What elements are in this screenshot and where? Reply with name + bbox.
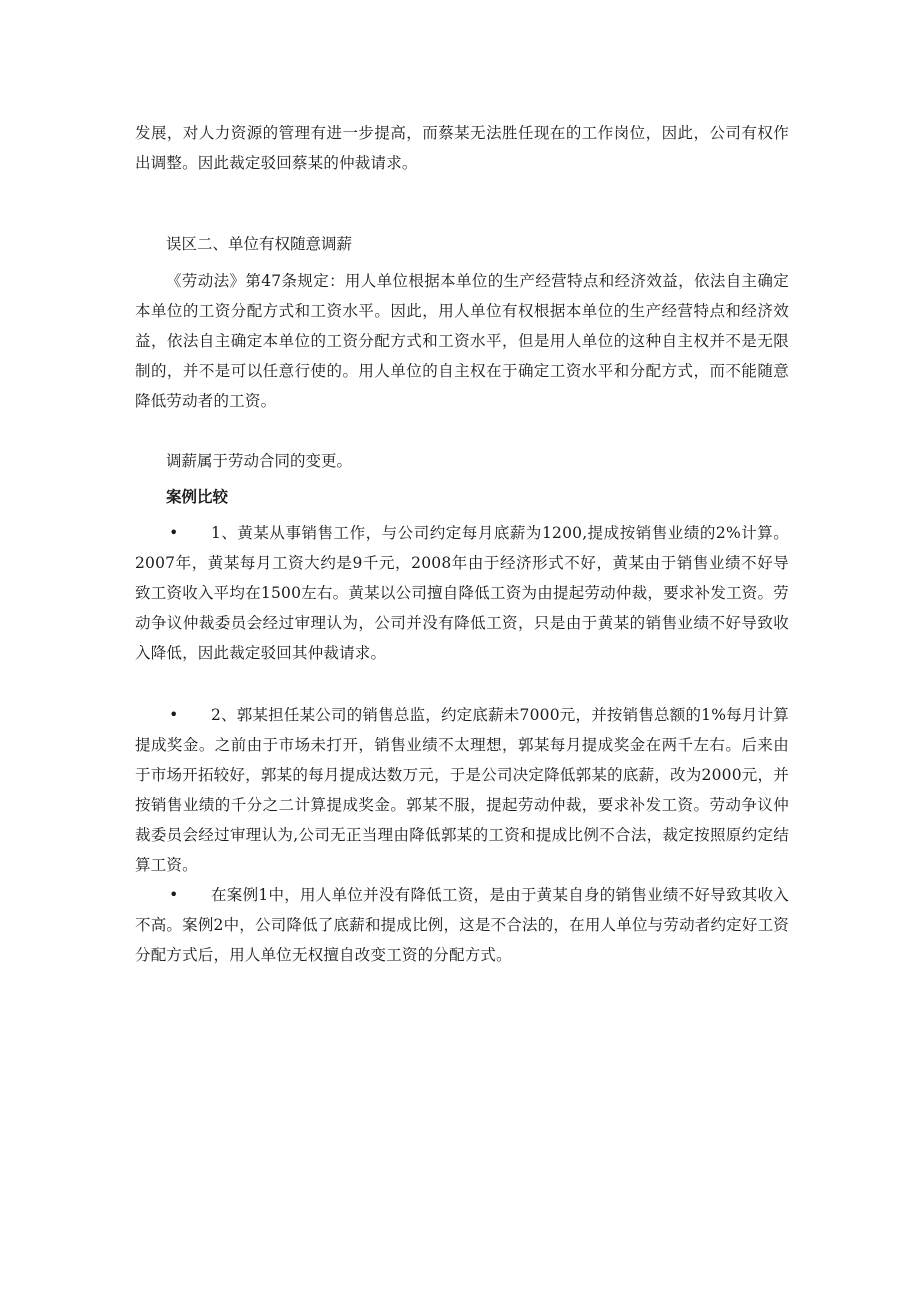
bullet-icon: • (169, 524, 179, 542)
comparison-text: 在案例1中，用人单位并没有降低工资，是由于黄某自身的销售业绩不好导致其收入不高。案例2中，公司降低了底薪和提成比例，这是不合法的，在用人单位与劳动者约定好工资分配方式后，用人单位无权擅自改变工资的分配方式。 (135, 886, 789, 964)
case-heading: 案例比较 (166, 488, 229, 506)
law-paragraph: 《劳动法》第47条规定：用人单位根据本单位的生产经营特点和经济效益，依法自主确定本单位的工资分配方式和工资水平。因此，用人单位有权根据本单位的生产经营特点和经济效益，依法自主确定本单位的工资分配方式和工资水平，但是用人单位的这种自主权并不是无限制的，并不是可以任意行使的。用人单位的自主权在于确定工资水平和分配方式，而不能随意降低劳动者的工资。 (135, 272, 789, 410)
comparison-paragraph (135, 880, 789, 970)
case-1-text: 1、黄某从事销售工作，与公司约定每月底薪为1200,提成按销售业绩的2%计算。2007年，黄某每月工资大约是9千元，2008年由于经济形式不好，黄某由于销售业绩不好导致工资收入平均在1500左右。黄某以公司擅自降低工资为由提起劳动仲裁，要求补发工资。劳动争议仲裁委员会经过审理认为，公司并没有降低工资，只是由于黄某的销售业绩不好导致收入降低，因此裁定驳回其仲裁请求。 (135, 524, 789, 662)
case-2-paragraph (135, 700, 789, 880)
case-2-text: 2、郭某担任某公司的销售总监，约定底薪未7000元，并按销售总额的1%每月计算提成奖金。之前由于市场未打开，销售业绩不太理想，郭某每月提成奖金在两千左右。后来由于市场开拓较好，郭某的每月提成达数万元，于是公司决定降低郭某的底薪，改为2000元，并按销售业绩的千分之二计算提成奖金。郭某不服，提起劳动仲裁，要求补发工资。劳动争议仲裁委员会经过审理认为,公司无正当理由降低郭某的工资和提成比例不合法，裁定按照原约定结算工资。 (135, 706, 789, 874)
salary-change-line: 调薪属于劳动合同的变更。 (166, 452, 353, 470)
section-heading: 误区二、单位有权随意调薪 (166, 235, 353, 253)
bullet-icon: • (169, 706, 179, 724)
bullet-icon: • (169, 886, 179, 904)
case-1-paragraph (135, 518, 789, 668)
intro-paragraph: 发展，对人力资源的管理有进一步提高，而蔡某无法胜任现在的工作岗位，因此，公司有权作出调整。因此裁定驳回蔡某的仲裁请求。 (135, 124, 789, 172)
